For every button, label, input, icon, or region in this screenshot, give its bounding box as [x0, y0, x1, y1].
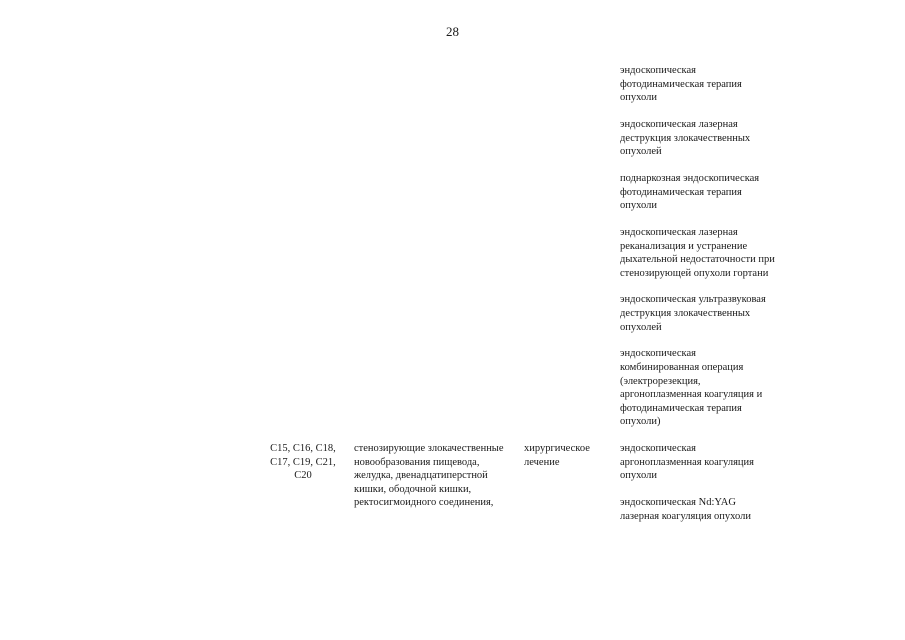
method-line: опухоли) [620, 416, 661, 428]
method-line: лазерная коагуляция опухоли [620, 510, 751, 522]
diagnosis-cell [354, 442, 504, 510]
icd-codes-cell [262, 442, 344, 483]
method-line: опухоли [620, 92, 657, 104]
method-entry [620, 118, 775, 159]
method-line: (электрорезекция, [620, 375, 701, 387]
treatment-line: хирургическое [524, 443, 590, 454]
method-line: опухоли [620, 470, 657, 482]
method-line: фотодинамическая терапия [620, 78, 742, 90]
method-line: дыхательной недостаточности при [620, 254, 775, 266]
method-line: реканализация и устранение [620, 240, 748, 252]
method-line: деструкция злокачественных [620, 132, 751, 144]
method-line: комбинированная операция [620, 362, 744, 374]
continued-methods-column [620, 64, 775, 442]
diagnosis-line: стенозирующие злокачественные [354, 443, 504, 454]
icd-code-line: C15, C16, C18, [270, 443, 336, 454]
method-line: эндоскопическая [620, 443, 696, 454]
method-entry [620, 293, 775, 334]
method-line: деструкция злокачественных [620, 308, 751, 320]
method-line: опухоли [620, 200, 657, 212]
method-line: эндоскопическая лазерная [620, 118, 738, 130]
method-line: эндоскопическая [620, 65, 696, 76]
method-entry [620, 64, 775, 105]
icd-code-line: C20 [294, 470, 312, 482]
method-line: эндоскопическая лазерная [620, 226, 738, 238]
method-line: фотодинамическая терапия [620, 186, 742, 198]
diagnosis-line: ректосигмоидного соединения, [354, 497, 494, 509]
method-line: опухолей [620, 321, 662, 333]
treatment-methods-cell [620, 442, 754, 536]
treatment-type-cell [524, 442, 590, 469]
method-entry [620, 172, 775, 213]
method-entry [620, 442, 754, 483]
page-number: 28 [446, 24, 459, 39]
diagnosis-line: новообразования пищевода, [354, 456, 480, 468]
diagnosis-line: кишки, ободочной кишки, [354, 483, 472, 495]
method-line: аргоноплазменная коагуляция и [620, 389, 763, 401]
treatment-line: лечение [524, 456, 560, 468]
method-line: стенозирующей опухоли гортани [620, 267, 769, 279]
icd-code-line: C17, C19, C21, [270, 456, 336, 468]
method-line: эндоскопическая ультразвуковая [620, 294, 766, 306]
method-entry [620, 347, 775, 429]
method-line: аргоноплазменная коагуляция [620, 456, 754, 468]
method-entry [620, 496, 754, 523]
method-line: фотодинамическая терапия [620, 402, 742, 414]
method-line: эндоскопическая [620, 348, 696, 360]
method-entry [620, 226, 775, 280]
method-line: поднаркозная эндоскопическая [620, 172, 760, 184]
diagnosis-line: желудка, двенадцатиперстной [354, 470, 488, 482]
method-line: опухолей [620, 146, 662, 158]
method-line: эндоскопическая Nd:YAG [620, 496, 736, 508]
